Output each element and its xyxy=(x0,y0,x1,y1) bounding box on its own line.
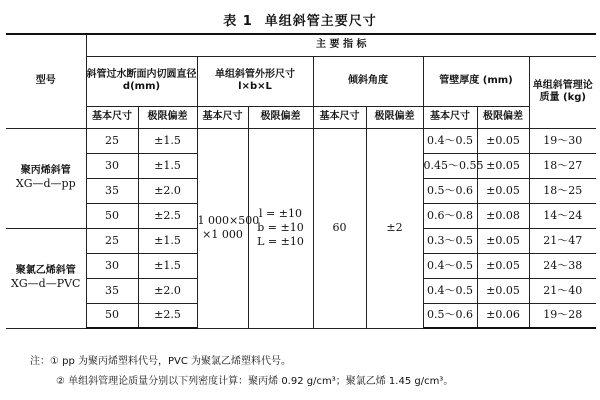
mass-value: 18～25 xyxy=(529,178,596,203)
header-tilt-angle: 倾斜角度 xyxy=(313,56,423,106)
wall-tolerance: ±0.08 xyxy=(477,203,529,228)
outer-tol-b: b = ±10 xyxy=(257,221,304,235)
header-main-indicators: 主 要 指 标 xyxy=(86,34,596,56)
subheader-tolerance: 极限偏差 xyxy=(138,106,197,128)
diameter-basic: 35 xyxy=(86,178,138,203)
subheader-tolerance: 极限偏差 xyxy=(366,106,423,128)
diameter-tolerance: ±2.0 xyxy=(138,278,197,303)
diameter-basic: 25 xyxy=(86,128,138,153)
wall-tolerance: ±0.05 xyxy=(477,228,529,253)
diameter-basic: 25 xyxy=(86,228,138,253)
table-notes xyxy=(30,352,453,392)
outer-tol-l: l = ±10 xyxy=(259,207,302,221)
mass-value: 21～40 xyxy=(529,278,596,303)
diameter-tolerance: ±1.5 xyxy=(138,253,197,278)
diameter-tolerance: ±2.0 xyxy=(138,178,197,203)
mass-value: 19～30 xyxy=(529,128,596,153)
subheader-tolerance: 极限偏差 xyxy=(248,106,313,128)
subheader-basic-size: 基本尺寸 xyxy=(313,106,366,128)
note-1: 注：① pp 为聚丙烯塑料代号，PVC 为聚氯乙烯塑料代号。 xyxy=(30,356,292,367)
outer-size-basic-line1: 1 000×500 xyxy=(197,214,260,228)
diameter-basic: 30 xyxy=(86,153,138,178)
model-name: 聚丙烯斜管 xyxy=(20,164,71,176)
outer-tol-L: L = ±10 xyxy=(257,234,304,248)
diameter-tolerance: ±1.5 xyxy=(138,153,197,178)
mass-value: 18～27 xyxy=(529,153,596,178)
model-code: XG—d—pp xyxy=(15,177,76,191)
wall-tolerance: ±0.05 xyxy=(477,278,529,303)
wall-basic: 0.4～0.5 xyxy=(423,128,477,153)
mass-value: 24～38 xyxy=(529,253,596,278)
outer-size-basic xyxy=(197,128,260,328)
note-2: ② 单组斜管理论质量分别以下列密度计算：聚丙烯 0.92 g/cm³；聚氯乙烯 1.45 g/cm³。 xyxy=(56,376,454,387)
diameter-basic: 30 xyxy=(86,253,138,278)
model-code: XG—d—PVC xyxy=(11,277,81,291)
diameter-tolerance: ±1.5 xyxy=(138,128,197,153)
table-title-text: 单组斜管主要尺寸 xyxy=(264,14,377,29)
outer-size-basic-line2: ×1 000 xyxy=(202,228,243,241)
header-model: 型号 xyxy=(6,34,86,128)
subheader-tolerance: 极限偏差 xyxy=(477,106,529,128)
diameter-basic: 50 xyxy=(86,303,138,328)
wall-basic: 0.5～0.6 xyxy=(423,303,477,328)
subheader-basic-size: 基本尺寸 xyxy=(86,106,138,128)
subheader-basic-size: 基本尺寸 xyxy=(197,106,248,128)
wall-basic: 0.6～0.8 xyxy=(423,203,477,228)
wall-tolerance: ±0.05 xyxy=(477,178,529,203)
wall-tolerance: ±0.05 xyxy=(477,153,529,178)
table-number: 表 1 xyxy=(223,14,253,29)
model-name: 聚氯乙烯斜管 xyxy=(15,264,76,276)
wall-basic: 0.4～0.5 xyxy=(423,278,477,303)
angle-tolerance: ±2 xyxy=(366,128,423,328)
mass-value: 21～47 xyxy=(529,228,596,253)
header-outer-size: 单组斜管外形尺寸 l×b×L xyxy=(197,56,313,106)
angle-basic: 60 xyxy=(313,128,366,328)
header-wall-thickness: 管壁厚度 (mm) xyxy=(423,56,529,106)
diameter-tolerance: ±2.5 xyxy=(138,203,197,228)
wall-basic: 0.4～0.5 xyxy=(423,253,477,278)
outer-size-tolerance xyxy=(248,128,313,328)
mass-value: 19～28 xyxy=(529,303,596,328)
subheader-basic-size: 基本尺寸 xyxy=(423,106,477,128)
diameter-basic: 50 xyxy=(86,203,138,228)
wall-basic: 0.5～0.6 xyxy=(423,178,477,203)
header-mass: 单组斜管理论质量 (kg) xyxy=(529,56,596,128)
wall-tolerance: ±0.05 xyxy=(477,128,529,153)
diameter-tolerance: ±1.5 xyxy=(138,228,197,253)
diameter-basic: 35 xyxy=(86,278,138,303)
wall-tolerance: ±0.05 xyxy=(477,253,529,278)
table-row xyxy=(6,128,596,153)
wall-tolerance: ±0.06 xyxy=(477,303,529,328)
wall-basic: 0.3～0.5 xyxy=(423,228,477,253)
model-cell-pp xyxy=(6,128,86,228)
mass-value: 14～24 xyxy=(529,203,596,228)
dimensions-table xyxy=(6,33,596,329)
diameter-tolerance: ±2.5 xyxy=(138,303,197,328)
table-title xyxy=(0,10,600,29)
wall-basic: 0.45～0.55 xyxy=(423,153,477,178)
header-diameter: 斜管过水断面内切圆直径 d(mm) xyxy=(86,56,197,106)
model-cell-pvc xyxy=(6,228,86,328)
